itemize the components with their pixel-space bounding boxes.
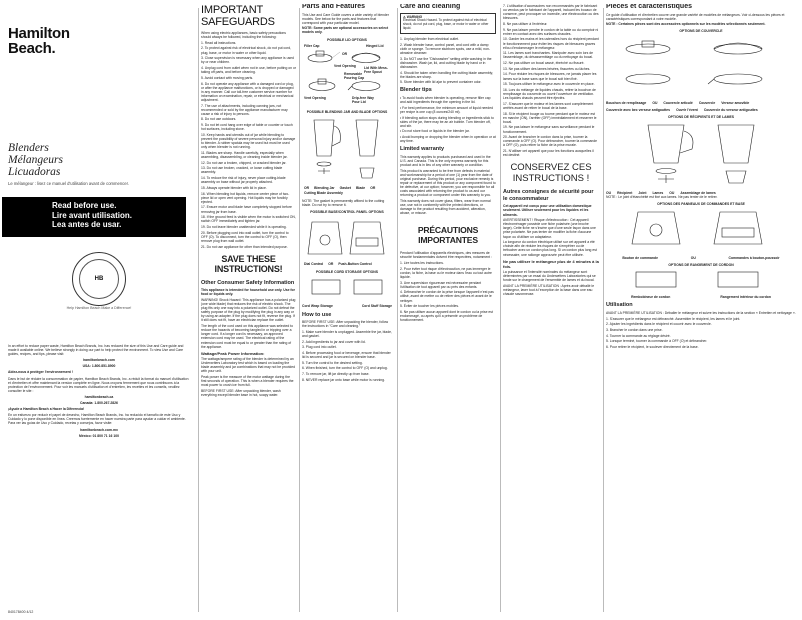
base-label: OR bbox=[328, 262, 334, 267]
parts-heading: Parts and Features bbox=[302, 4, 366, 10]
pieces-intro: Ce guide d'utilisation et d'entretien couvre une grande variété de modèles de mélangeurs. Voir ci-dessous les pièces et caractéristiques correspondant à votre modèle. bbox=[606, 12, 785, 21]
base-options-figure bbox=[304, 216, 390, 266]
fr-lid-labels bbox=[606, 101, 796, 111]
autres-warning: AVERTISSEMENT ! Risque d'électrocution : Cet appareil électroménager possède une fiche polarisée (une broche large). Cette fiche ne s'insère que d'une seule façon dans une prise polarisée. Ne pas tenter de modifier la fiche d'aucune façon ou d'utiliser un adaptateur. bbox=[503, 218, 596, 239]
read-line-en: Read before use. bbox=[52, 201, 117, 210]
utilisation-step: 5. Lorsque terminé, tourner la commande à OFF (O) et débrancher. bbox=[606, 339, 708, 344]
precautions-list bbox=[400, 261, 496, 322]
fr-lid-options-figure bbox=[608, 35, 794, 97]
read-line-fr: Lire avant utilisation. bbox=[52, 210, 133, 220]
safeguards-list bbox=[201, 41, 296, 249]
autres-intro: Cet appareil est conçu pour une utilisation domestique seulement. Utiliser seulement pour les liquides et les aliments. bbox=[503, 204, 592, 217]
jar-options-figure bbox=[304, 116, 390, 195]
safeguard-item: 21. Do not use appliance for other than intended purpose. bbox=[201, 244, 288, 249]
safeguard-item: 15. Always operate blender with lid in place. bbox=[201, 185, 267, 190]
french-safeguards-list bbox=[503, 4, 599, 157]
lid-options-label: POSSIBLE LID OPTIONS bbox=[327, 37, 367, 42]
fr-lid-options-label: OPTIONS DE COUVERCLE bbox=[679, 29, 723, 34]
puissance-heading: Ne pas utiliser le mélangeur plus de 4 minutes à la fois. bbox=[503, 258, 599, 269]
url-en[interactable]: hamiltonbeach.com bbox=[83, 358, 115, 363]
how-to-use-step: 7. To remove jar, lift jar directly up from base. bbox=[302, 372, 370, 377]
url-ca[interactable]: hamiltonbeach.ca bbox=[84, 394, 114, 399]
fr-safeguard-item: 12. Ne pas utiliser un bocal cassé, ébréché ou fissuré. bbox=[503, 61, 585, 66]
conserve-instructions-heading: CONSERVEZ CES INSTRUCTIONS ! bbox=[510, 162, 592, 184]
fr-lid-label: Verseur amovible bbox=[721, 101, 750, 106]
autres-consignes-heading: Autres consignes de sécurité pour le consommateur bbox=[503, 189, 594, 202]
safeguard-item: 4. Unplug cord from outlet when not in use, before putting on or taking off parts, and before cleaning. bbox=[201, 66, 296, 75]
shock-warning-para: WARNING! Shock Hazard: This appliance has a polarized plug (one wide blade) that reduces the risk of electric shock. The plug fits only one way into a polarized outlet. Do not defeat the safety purpose of the plug by modifying the plug in any way or by using an adapter. If the plug does not fit, reverse the plug. If it still does not fit, have an electrician replace the outlet. bbox=[201, 297, 296, 323]
base-label: Push-Button Control bbox=[338, 262, 372, 267]
fr-jar-options-figure bbox=[608, 121, 794, 187]
precaution-item: 5. Éviter de toucher les pièces mobiles. bbox=[400, 304, 459, 309]
safeguard-item: 6. Do not operate any appliance with a damaged cord or plug, or after the appliance malfunctions, or is dropped or damaged in any manner. Call our toll-free customer service number for information on examination, repair, or electrical or mechanical adjustment. bbox=[201, 81, 294, 102]
fr-jar-note: NOTE : Le joint d'étanchéité est fixé aux lames. Ne pas tenter de le retirer. bbox=[606, 194, 718, 199]
how-to-use-intro: BEFORE FIRST USE: After unpacking the blender, follow the instructions in "Care and cleaning." bbox=[302, 320, 389, 329]
cord-options-figure bbox=[304, 276, 390, 300]
fr-base-label: Bouton de commande bbox=[622, 256, 658, 261]
fr-jar-label: Lames bbox=[652, 190, 664, 195]
safeguard-item: 1. Read all instructions. bbox=[201, 40, 237, 45]
safeguard-item: 19. Do not leave blender unattended while it is operating. bbox=[201, 225, 287, 230]
safeguard-item: 3. Close supervision is necessary when any appliance is used by or near children. bbox=[201, 56, 294, 65]
warranty-heading: Limited warranty bbox=[400, 146, 445, 153]
precautions-intro: Pendant l'utilisation d'appareils électriques, des mesures de sécurité fondamentales doivent être respectées, notamment : bbox=[400, 251, 492, 260]
fr-lid-label: OU bbox=[652, 101, 658, 106]
blender-tip: • Avoid bumping or dropping the blender when in operation or at any time. bbox=[400, 135, 496, 144]
how-to-use-step: 3. Plug cord into outlet. bbox=[302, 345, 337, 350]
care-step: 1. Unplug blender from electrical outlet. bbox=[400, 37, 459, 42]
lid-labels bbox=[304, 44, 390, 106]
how-to-use-step: 6. When finished, turn the control to OFF (O) and unplug. bbox=[302, 366, 388, 371]
fr-lid-label: Couvercle avec bec verseur antigouttes bbox=[606, 107, 671, 112]
warranty-para-3: This warranty does not cover glass, filters, wear from normal use, use not in conformity with the printed directions, or damage to the product resulting from accident, alteration, abuse, or misuse. bbox=[400, 198, 491, 216]
cord-labels bbox=[302, 304, 392, 308]
other-safety-heading: Other Consumer Safety Information bbox=[201, 279, 295, 286]
blender-tip: • Do not store food or liquids in the blender jar. bbox=[400, 129, 470, 134]
safeguard-item: 5. Avoid contact with moving parts. bbox=[201, 75, 254, 80]
read-before-use-banner bbox=[2, 197, 186, 237]
utilisation-step: 1. S'assurer que le mélangeur est débranché. Assembler le récipient, les lames et le joint. bbox=[606, 316, 741, 321]
how-to-use-step: 4. Before processing food or beverage, ensure that blender lid is secured and jar is secured on blender base. bbox=[302, 350, 391, 360]
precautions-heading: PRÉCAUTIONS IMPORTANTES bbox=[417, 225, 479, 246]
jar-label: Blending Jar bbox=[314, 185, 335, 190]
safeguard-item: 18. If the ground feed is visible when the motor is switched ON, switch OFF immediately and tighten jar. bbox=[201, 215, 296, 224]
safeguard-item: 10. Keep hands and utensils out of jar while blending to prevent the possibility of severe personal injury and/or damage to blender. A rubber spatula may be used but must be used only when blender is not running. bbox=[201, 132, 296, 150]
safeguard-item: 9. Do not let cord hang over edge of table or counter or touch hot surfaces, including stove. bbox=[201, 123, 293, 132]
fr-safeguard-item: 13. Ne pas utiliser des lames brisées, fissurées ou lâches. bbox=[503, 66, 591, 71]
blender-tip: • For best performance, the minimum amount of liquid needed per recipe is one cup (8 ounces/240 ml). bbox=[400, 105, 493, 114]
blender-tip: • To avoid foods when blender is operating, remove filler cap and add ingredients through the opening in the lid. bbox=[400, 95, 491, 105]
safeguard-item: 11. Blades are sharp. Handle carefully, especially when assembling, disassembling, or cleaning inside blender jar. bbox=[201, 150, 288, 159]
safeguard-item: 8. Do not use outdoors. bbox=[201, 117, 237, 122]
environment-seal-icon bbox=[72, 252, 126, 306]
how-to-use-heading: How to use bbox=[302, 311, 332, 318]
wattage-para: The wattage/ampere rating of the blender is determined by an Underwriters Laboratory test which is based on loading the blade assembly and jar combinations that may not be provided with your unit. bbox=[201, 356, 296, 373]
fr-jar-label: Assemblage de lames bbox=[680, 190, 716, 195]
utilisation-intro: AVANT LA PREMIÈRE UTILISATION : Déballer le mélangeur et suivre les instructions de la section « Entretien et nettoyage ». bbox=[606, 310, 796, 315]
safeguard-item: 12. Do not use a broken, chipped, or cracked blender jar. bbox=[201, 160, 287, 165]
lid-label: Removable Pouring Cap bbox=[344, 71, 365, 80]
fr-safeguard-item: 14. Pour réduire les risques de blessures, ne jamais placer les lames sur la base sans que le bocal soit bien fixé. bbox=[503, 72, 597, 81]
safeguard-item: 2. To protect against risk of electrical shock, do not put cord, plug, base, or motor in water or other liquid. bbox=[201, 46, 292, 55]
parts-intro: This Use and Care Guide covers a wide variety of blender models. See below for the parts and features that correspond with your particular model. bbox=[302, 12, 389, 25]
fr-cord-options-figure bbox=[608, 269, 794, 291]
fr-jar-options-label: OPTIONS DE RÉCIPIENTS ET DE LAMES bbox=[668, 114, 734, 119]
fr-para: Dans le but de réduire la consommation de papier, Hamilton Beach Brands, Inc. a réduit la format du manuel d'utilisation et d'entretien et offre maintenant la version complète en ligne. Nous croyons fermement que nous contribuons à la protection de l'environnement. Pour voir les manuels d'utilisation et d'entretien, les recettes et les conseils, veuillez consulter le site : bbox=[8, 376, 189, 393]
lid-label: Vent Opening bbox=[334, 63, 356, 68]
precaution-item: 2. Pour éviter tout risque d'électrocution, ne pas immerger le cordon, la fiche, la base ou le moteur dans l'eau ou tout autre liquide. bbox=[400, 266, 492, 279]
precaution-item: 3. Une supervision rigoureuse est nécessaire pendant l'utilisation de tout appareil par ou près des enfants. bbox=[400, 280, 482, 289]
fr-safeguard-item: 20. Avant de brancher le cordon dans la prise, tourner la commande à OFF (O). Pour débrancher, tourner la commande à OFF (O), puis retirer la fiche de la prise murale. bbox=[503, 135, 598, 148]
cord-length-para: The length of the cord used on this appliance was selected to reduce the hazards of becoming tangled in or tripping over a longer cord. If a longer cord is necessary, an approved extension cord may be used. The electrical rating of the extension cord must be equal to or greater than the rating of the appliance. bbox=[201, 324, 293, 349]
fr-lid-label: Ouvrir l'évent bbox=[676, 107, 698, 112]
care-step: 4. Should be taken when handling the cutting blade assembly; the blades are sharp. bbox=[400, 70, 494, 79]
safeguard-item: 16. When blending hot liquids, remove center piece of two-piece lid or open vent opening. Hot liquids may be forcibly ejected. bbox=[201, 191, 290, 204]
cover-subtitle: Le mélangeur : lisez ce manuel d'utilisation avant de commencer. bbox=[8, 181, 129, 186]
important-safeguards-column bbox=[201, 4, 296, 616]
fr-cord-options-label: OPTIONS DE RANGEMENT DE CORDON bbox=[668, 263, 734, 268]
utilisation-step: 4. Tourner la commande au réglage désiré. bbox=[606, 333, 671, 338]
title-french: Mélangeurs bbox=[8, 154, 63, 166]
fr-safeguard-item: 16. Lors du mélange de liquides chauds, retirer la bouchon de remplissage du couvercle ou ouvrir l'ouverture de ventilation. Les liquides chauds peuvent être éjectés. bbox=[503, 87, 596, 101]
jar-label: OR bbox=[370, 185, 376, 190]
jar-label: Blade bbox=[355, 185, 366, 190]
care-cleaning-column bbox=[400, 4, 496, 616]
fr-jar-label: Récipient bbox=[617, 190, 633, 195]
safeguards-intro: When using electric appliances, basic safety precautions should always be followed, including the following: bbox=[201, 31, 286, 40]
column-divider bbox=[299, 8, 300, 612]
fr-cord-storage-icon bbox=[608, 269, 788, 291]
fr-lid-label: Couvercle du verseur antigouttes bbox=[703, 107, 758, 112]
es-title: ¡Ayude a Hamilton Beach a Hacer la Diferencia! bbox=[8, 407, 85, 412]
pieces-column bbox=[606, 4, 796, 616]
utilisation-step: 3. Brancher le cordon dans une prise. bbox=[606, 327, 663, 332]
cord-storage-icon bbox=[304, 276, 390, 300]
fr-title: Aidez-nous à protéger l'environnement ! bbox=[8, 370, 73, 375]
utilisation-steps bbox=[606, 317, 796, 350]
safeguard-item: 13. Do not use broken, cracked, or loose cutting blade assembly. bbox=[201, 166, 283, 175]
jar-labels bbox=[304, 186, 390, 195]
phone-mx: México: 01 800 71 16 100 bbox=[79, 433, 119, 438]
fr-safeguard-item: 15. Toujours utiliser le mélangeur avec le couvercle en place. bbox=[503, 82, 595, 87]
safeguard-item: 7. The use of attachments, including canning jars, not recommended or sold by the appliance manufacturer may cause a risk of injury to persons. bbox=[201, 103, 288, 116]
url-mx[interactable]: hamiltonbeach.com.mx bbox=[80, 427, 118, 432]
cord-label: Cord Wrap Storage bbox=[302, 304, 333, 309]
warning-text: Electrical Shock Hazard. To protect against risk of electrical shock, do not put cord, plug, base, or motor in water or other liquid. bbox=[403, 18, 489, 31]
blender-jar-icon bbox=[304, 116, 390, 186]
fr-jar-label: OU bbox=[606, 190, 612, 195]
cord-label: Cord Stuff Storage bbox=[361, 304, 392, 309]
es-para: En un esfuerzo por reducir el papel de desecho, Hamilton Beach Brands, Inc. ha reducido el tamaño de este Uso y Cuidado y lo pone disponible en línea. Creemos fuertemente en hacer nuestra parte para ayudar a cuidar el ambiente. Para ver las guías de Uso y Cuidado, recetas y consejos, favor visite: bbox=[8, 413, 186, 426]
parts-note: NOTE: Some parts are optional accessories on select models only. bbox=[302, 26, 389, 35]
care-step: 5. Store blender with lid ajar to prevent container odor. bbox=[400, 80, 482, 85]
fr-lid-diagram-icon bbox=[608, 35, 788, 97]
cover-panel bbox=[2, 4, 194, 616]
warning-title: ⚠ WARNING bbox=[403, 14, 423, 19]
fr-base-label: OU bbox=[690, 256, 696, 261]
care-steps bbox=[400, 37, 496, 84]
care-step: 3. Do NOT use the "Dishwasher" setting while washing in the dishwasher. Wash jar, lid, and cutting blade by hand or in dishwasher. bbox=[400, 56, 492, 69]
fr-safeguard-item: 9. Ne pas laisser pendre le cordon de la table ou du comptoir ni entrer en contact avec des surfaces chaudes. bbox=[503, 27, 599, 36]
jar-label: OR bbox=[304, 185, 310, 190]
column-divider bbox=[198, 8, 199, 612]
fr-jar-label: OU bbox=[669, 190, 675, 195]
precaution-item: 1. Lire toutes les instructions. bbox=[400, 261, 444, 266]
lid-options-figure bbox=[304, 44, 390, 106]
pieces-heading: Pièces et caractéristiques bbox=[606, 4, 692, 10]
fr-safeguard-item: 17. S'assurer que le moteur et les lames sont complètement arrêtés avant de retirer le bocal de la base. bbox=[503, 101, 594, 110]
wattage-heading: Wattage/Peak Power Information: bbox=[201, 350, 265, 356]
title-english: Blenders bbox=[8, 142, 49, 154]
brand-line-1: Hamilton bbox=[8, 25, 70, 42]
fr-cord-label: Rangement intérieur du cordon bbox=[720, 295, 771, 300]
fr-base-labels bbox=[606, 256, 796, 260]
utilisation-step: 2. Ajouter les ingrédients dans le récipient et couvrir avec le couvercle. bbox=[606, 322, 712, 327]
fr-base-options-label: OPTIONS DES PANNEAUX DE COMMANDES ET BASE bbox=[657, 201, 745, 206]
document-code: 840178400 4/12 bbox=[8, 610, 34, 614]
column-divider bbox=[397, 8, 398, 612]
phone-ca: Canada: 1.800.267.2826 bbox=[80, 401, 118, 406]
blender-tips-list bbox=[400, 96, 496, 143]
blender-base-icon bbox=[304, 216, 390, 262]
utilisation-heading: Utilisation bbox=[606, 302, 633, 309]
seal-center: HB bbox=[79, 259, 119, 299]
fr-blender-base-icon bbox=[608, 208, 788, 252]
blender-tips-heading: Blender tips bbox=[400, 87, 432, 94]
cover-para-en: In an effort to reduce paper waste, Hamilton Beach Brands, Inc. has reduced the size of this Use and Care guide and made it available online. We believe strongly in doing our part to help protect the environment. To view Use and Care guides, recipes, and tips, please visit: bbox=[8, 344, 184, 357]
fr-lid-label: Couvercle bbox=[698, 101, 716, 106]
how-to-use-steps bbox=[302, 330, 392, 382]
column-divider bbox=[603, 8, 604, 612]
lid-label: OR bbox=[342, 51, 348, 56]
how-to-use-step: 2. Add ingredients to jar and cover with lid. bbox=[302, 339, 366, 344]
avant-para: AVANT LA PREMIÈRE UTILISATION : Après avoir déballé le mélangeur, laver tout à l'exception de la base dans une eau chaude savonneuse. bbox=[503, 283, 595, 296]
shock-warning-box bbox=[400, 13, 496, 35]
seal-text: Help Hamilton Beach Make a Difference! bbox=[66, 306, 132, 310]
pieces-note: NOTE : Certaines pièces sont des accessoires optionnels sur les modèles sélectionnés seulement. bbox=[606, 22, 766, 27]
safeguard-item: 20. Before plugging cord into wall outlet, turn the control to OFF (O). To disconnect, turn the control to OFF (O), then remove plug from wall outlet. bbox=[201, 230, 289, 243]
safeguard-item: 17. Ensure motor and blade have completely stopped before removing jar from base. bbox=[201, 205, 292, 214]
phone-en: USA: 1.800.851.8900 bbox=[82, 364, 116, 369]
first-use-para: BEFORE FIRST USE: After unpacking blender, wash everything except blender base in hot, soapy water. bbox=[201, 388, 281, 397]
fr-cord-label: Rembobineur de cordon bbox=[631, 295, 671, 300]
safeguards-heading: IMPORTANT SAFEGUARDS bbox=[201, 4, 275, 28]
how-to-use-step: 1. Make sure blender is unplugged. Assemble the jar, blade, and gasket. bbox=[302, 329, 392, 338]
cord-options-label: POSSIBLE CORD STORAGE OPTIONS bbox=[316, 270, 378, 275]
fr-safeguard-item: 7. L'utilisation d'accessoires non recommandés par le fabricant ou vendus par le fabricant de l'appareil, incluant les bocaux de conserve, peut provoquer un incendie, une électrocution ou des blessures. bbox=[503, 4, 599, 21]
care-step: 2. Wash blender base, control panel, and cord with a damp cloth or sponge. To remove stubborn spots, use a mild, non-abrasive cleanser. bbox=[400, 42, 491, 55]
puissance-para: La puissance et l'intensité nominales du mélangeur sont déterminées par un essai du Underwriters Laboratories qui se fonde sur le chargement de l'ensemble de lames et du bocal. bbox=[503, 269, 596, 282]
fr-safeguard-item: 19. Ne pas laisser le mélangeur sans surveillance pendant le fonctionnement. bbox=[503, 125, 595, 134]
how-to-use-step: 8. NEVER replace jar onto base while motor is running. bbox=[302, 377, 385, 382]
fr-cord-labels bbox=[606, 295, 796, 299]
lid-label: Vent Opening bbox=[304, 95, 326, 100]
read-line-es: Lea antes de usar. bbox=[52, 220, 122, 229]
save-instructions-heading: SAVE THESE INSTRUCTIONS! bbox=[214, 253, 283, 274]
blender-tip: • If blending action stops during blending or ingredients stick to sides of the jar, there may be an air bubble. Turn blender off, and stir. bbox=[400, 115, 494, 128]
jar-label: Gasket bbox=[339, 185, 351, 190]
utilisation-step: 6. Pour retirer le récipient, le soulever directement de la base. bbox=[606, 344, 699, 349]
parts-features-column bbox=[302, 4, 392, 616]
base-options-label: POSSIBLE BASE/CONTROL PANEL OPTIONS bbox=[310, 210, 384, 215]
french-safeguards-column bbox=[503, 4, 599, 616]
fr-safeguard-item: 8. Ne pas utiliser à l'extérieur. bbox=[503, 21, 548, 26]
warranty-para-1: This warranty applies to products purchased and used in the U.S. and Canada. This is the only express warranty for this product and is in lieu of any other warranty or condition. bbox=[400, 154, 491, 167]
cover-title bbox=[8, 142, 63, 178]
jar-options-label: POSSIBLE BLENDING JAR AND BLADE OPTIONS bbox=[306, 109, 388, 114]
fr-lid-label: Couvercle articulé bbox=[663, 101, 693, 106]
title-spanish: Licuadoras bbox=[8, 166, 61, 178]
jar-label: Cutting Blade Assembly bbox=[304, 190, 343, 195]
autres-cord: La longueur du cordon électrique utilisé sur cet appareil a été choisie afin de réduire les risques de s'empêtrer ou de trébucher avec un cordon plus long. Si un cordon plus long est nécessaire, une rallonge approuvée peut être utilisée. bbox=[503, 240, 597, 257]
fr-safeguard-item: 11. Les lames sont tranchantes. Manipuler avec soin lors de l'assemblage, du désassemblage ou du nettoyage du bocal. bbox=[503, 51, 594, 60]
fr-blender-jar-icon bbox=[608, 121, 788, 187]
other-safety-intro: This appliance is intended for household use only. Use for food or liquids only. bbox=[201, 288, 295, 297]
brand-line-2: Beach. bbox=[8, 40, 56, 57]
precaution-item: 4. Débrancher le cordon de la prise lorsque l'appareil n'est pas utilisé, avant de mettre ou de retirer des pièces et avant de le nettoyer. bbox=[400, 290, 494, 303]
lid-label: Filler Cap bbox=[304, 43, 320, 48]
fr-base-options-figure bbox=[608, 208, 794, 252]
cover-body bbox=[8, 344, 190, 440]
base-label: Dial Control bbox=[304, 262, 324, 267]
fr-lid-label: Bouchon de remplissage bbox=[606, 101, 647, 106]
fr-base-label: Commandes à bouton-poussoir bbox=[728, 256, 780, 261]
peak-power-para: Peak power is the measure of the motor wattage during the first seconds of operation. This is when a blender requires the most power to crush ice from full. bbox=[201, 374, 294, 387]
base-labels bbox=[304, 262, 390, 266]
fr-jar-label: Joint bbox=[638, 190, 647, 195]
care-heading: Care and cleaning bbox=[400, 4, 461, 10]
fr-safeguard-item: 10. Garder les mains et les ustensiles hors du récipient pendant le fonctionnement pour éviter les risques de blessures graves et/ou d'endommager le mélangeur. bbox=[503, 37, 599, 50]
lid-label: Hinged Lid bbox=[366, 43, 384, 48]
warranty-para-2: This product is warranted to be free from defects in material and workmanship for a period of one (1) year from the date of original purchase. During this period, your exclusive remedy is repair or replacement of this product or any component found to be defective, at our option; however, you are responsible for all costs associated with returning the product to us and our returning a product or component under this warranty to you. bbox=[400, 168, 496, 198]
lid-label: Lid With Mess-Free Spout bbox=[364, 65, 388, 74]
column-divider bbox=[500, 8, 501, 612]
hamilton-beach-logo bbox=[8, 26, 70, 56]
fr-safeguard-item: 18. Si le récipient bouge ou tourne pendant que le moteur est en marche (ON), l'arrêter (OFF) immédiatement et resserrer le bocal. bbox=[503, 111, 597, 124]
safeguard-item: 14. To reduce the risk of injury, never place cutting-blade assembly on base without jar properly attached. bbox=[201, 176, 286, 185]
how-to-use-step: 5. Turn the control to the desired setting. bbox=[302, 360, 363, 365]
fr-safeguard-item: 21. N'utiliser cet appareil que pour les fonctions auxquelles il est destiné. bbox=[503, 149, 594, 158]
lid-label: Drip-free Way Pour Lid bbox=[352, 95, 374, 104]
precaution-item: 6. Ne pas utiliser aucun appareil dont le cordon ou la prise est endommagé, ou après qu'il a présenté un problème de fonctionnement. bbox=[400, 309, 493, 323]
jar-note: NOTE: The gasket is permanently affixed to the cutting blade. Do not try to remove it. bbox=[302, 198, 385, 208]
